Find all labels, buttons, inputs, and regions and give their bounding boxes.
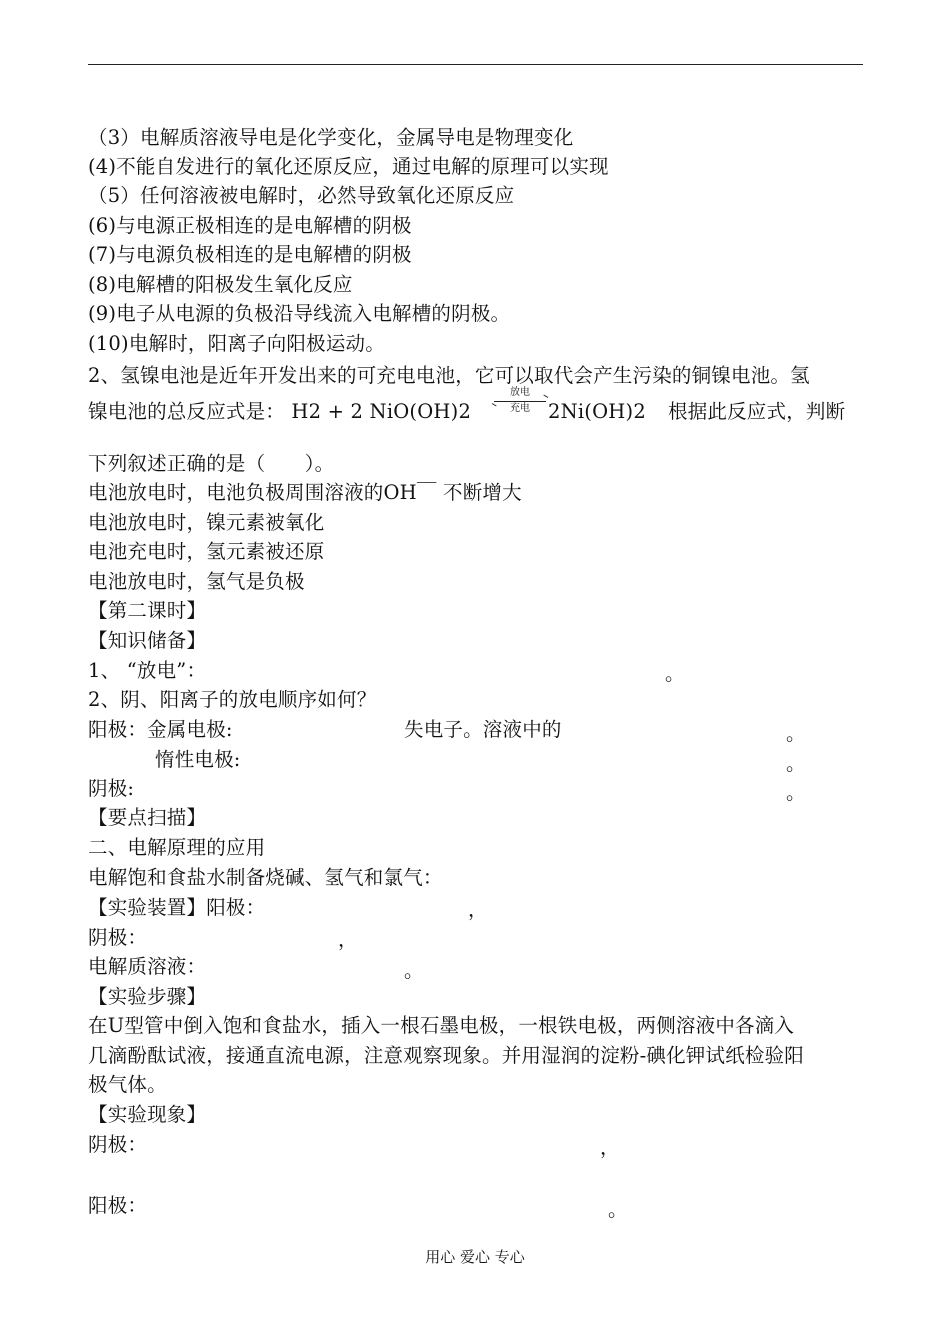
text-line: 阴极: [88, 777, 135, 800]
text-line: (9)电子从电源的负极沿导线流入电解槽的阴极。 [88, 302, 511, 325]
text-line: (7)与电源负极相连的是电解槽的阴极 [88, 243, 412, 266]
text-line: (8)电解槽的阳极发生氧化反应 [88, 273, 353, 296]
text-line: （5）任何溶液被电解时，必然导致氧化还原反应 [88, 184, 515, 207]
text-line: 在U型管中倒入饱和食盐水，插入一根石墨电极，一根铁电极，两侧溶液中各滴入 [88, 1014, 795, 1037]
section-heading: 【要点扫描】 [88, 806, 207, 829]
text-line: 电解质溶液： [88, 955, 207, 978]
reversible-arrow [492, 387, 548, 417]
text-line: 2、氢镍电池是近年开发出来的可充电电池，它可以取代会产生污染的铜镍电池。氢 [88, 364, 810, 387]
header-rule [88, 64, 863, 65]
equation-line-start: 镍电池的总反应式是： H2 + 2 NiO(OH)2 [88, 400, 472, 423]
text-line: 阴极： [88, 926, 148, 949]
text-line: 2、阴、阳离子的放电顺序如何？ [88, 688, 377, 711]
text-line: 阳极：金属电极: [88, 718, 233, 741]
blank-end-comma: ， [468, 898, 488, 921]
text-line: (4)不能自发进行的氧化还原反应，通过电解的原理可以实现 [88, 155, 609, 178]
text-line: 极气体。 [88, 1073, 167, 1096]
arrow-top-label: 放电 [510, 387, 530, 398]
blank-end-comma: ， [338, 928, 358, 951]
arrow-bar [494, 401, 546, 402]
text-line: 电解饱和食盐水制备烧碱、氢气和氯气： [88, 866, 443, 889]
text-line: 惰性电极: [155, 748, 241, 771]
option-line: 电池充电时，氢元素被还原 [88, 540, 325, 563]
blank-end-period: 。 [786, 722, 806, 745]
option-line: 电池放电时，镍元素被氧化 [88, 511, 325, 534]
text-line: (6)与电源正极相连的是电解槽的阴极 [88, 214, 412, 237]
equation-product: 2Ni(OH)2 [548, 400, 646, 423]
section-heading: 【第二课时】 [88, 599, 207, 622]
option-line: 电池放电时，电池负极周围溶液的OH￣ 不断增大 [88, 481, 522, 504]
section-heading: 【实验步骤】 [88, 985, 207, 1008]
section-heading: 二、电解原理的应用 [88, 836, 266, 859]
section-heading: 【知识储备】 [88, 629, 207, 652]
text-line: 【实验装置】阳极： [88, 896, 266, 919]
text-line: 1、 “放电”： [88, 659, 207, 682]
text-line: (10)电解时，阳离子向阳极运动。 [88, 332, 385, 355]
blank-end-period: 。 [665, 662, 685, 685]
section-heading: 【实验现象】 [88, 1103, 207, 1126]
blank-end-period: 。 [786, 781, 806, 804]
blank-end-period: 。 [404, 959, 424, 982]
text-line: 失电子。溶液中的 [404, 718, 562, 741]
blank-end-comma: ， [600, 1136, 620, 1159]
text-line: 阴极： [88, 1133, 148, 1156]
text-line: 下列叙述正确的是（ ）。 [88, 452, 335, 475]
blank-end-period: 。 [786, 752, 806, 775]
equation-line-end: 根据此反应式，判断 [668, 400, 846, 423]
text-line: 阳极： [88, 1194, 148, 1217]
blank-end-period: 。 [608, 1198, 628, 1221]
page-footer: 用心 爱心 专心 [425, 1248, 525, 1266]
text-line: 几滴酚酞试液，接通直流电源，注意观察现象。并用湿润的淀粉-碘化钾试纸检验阳 [88, 1044, 804, 1067]
option-line: 电池放电时，氢气是负极 [88, 570, 305, 593]
text-line: （3）电解质溶液导电是化学变化，金属导电是物理变化 [88, 126, 574, 149]
arrow-bottom-label: 充电 [510, 403, 530, 414]
